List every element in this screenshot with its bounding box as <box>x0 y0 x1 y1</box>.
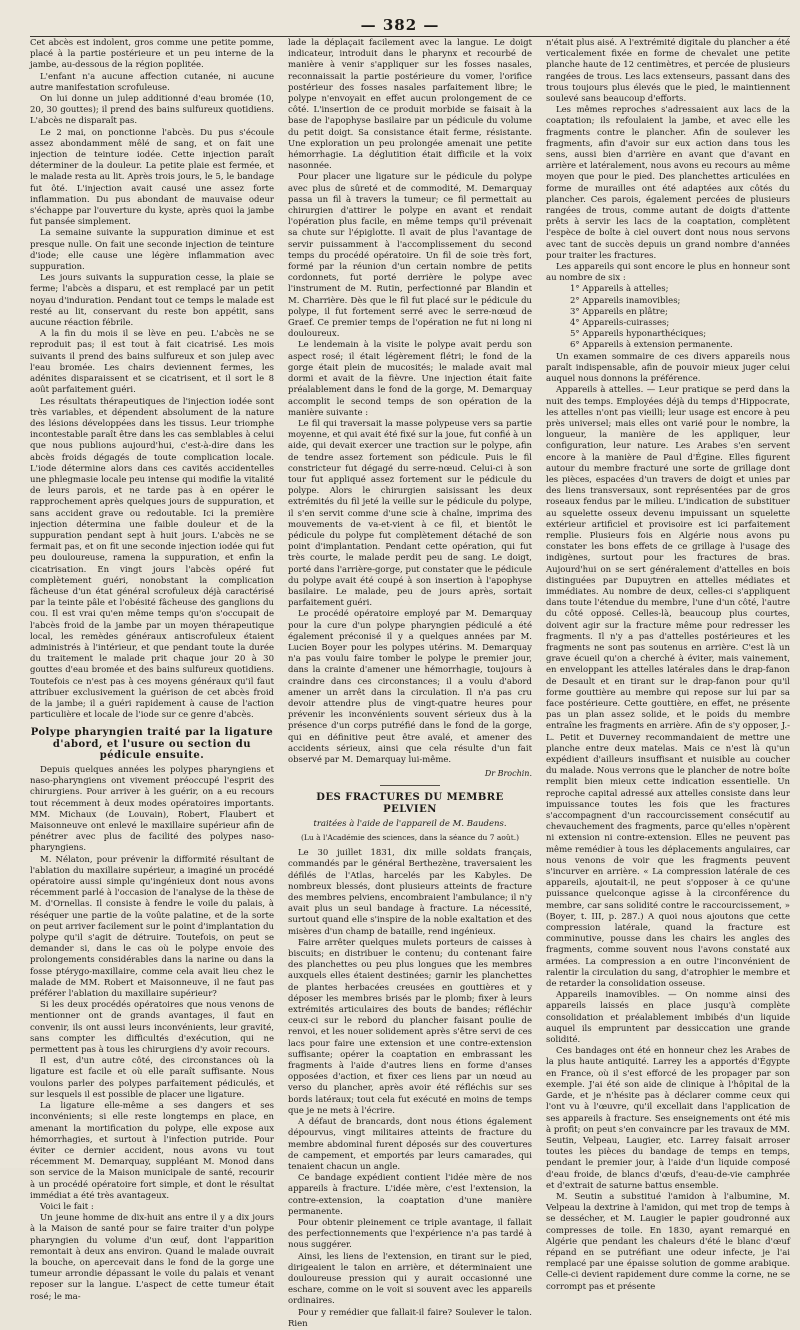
paragraph: Appareils à attelles. — Leur pratique se perd dans la nuit des temps. Employées déjà du temps d'Hippocrate, les attelles n'ont pas vieilli; leur usage est encore à peu près universel; mais elles ont varié pour le nombre, la longueur, la manière de les appliquer, leur configuration, leur nature. Les Arabes s'en servent encore à la manière de Paul d'Égine. Elles figurent autour du membre fracturé une sorte de grillage dont les pièces, espacées d'un travers de doigt et unies par des liens transversaux, sont représentées par de gros roseaux fendus par le milieu. L'indication de substituer au squelette osseux devenu impuissant un squelette extérieur artificiel et provisoire est ici parfaitement remplie. Plusieurs fois en Algérie nous avons pu constater les bons effets de ce grillage à l'usage des indigènes, surtout pour les fractures de bras. Aujourd'hui on se sert généralement d'attelles en bois distinguées par Dupuytren en attelles médiates et immédiates. Au nombre de deux, celles-ci s'appliquent dans toute l'étendue du membre, l'une d'un côté, l'autre du côté opposé. Celles-là, beaucoup plus courtes, doivent agir sur la fracture même pour redresser les fragments. Il n'y a pas d'attelles postérieures et les fragments ne sont pas soutenus en arrière. C'est là un grave écueil qu'on a cherché à éviter, mais vainement, en enveloppant les attelles latérales dans le drap-fanon de Desault et en tirant sur le drap-fanon pour qu'il forme gouttière au membre qui repose sur lui par sa face postérieure. Cette gouttière, en effet, ne présente pas un plan assez solide, et le poids du membre entraîne les fragments en arrière. Afin de s'y opposer, J.-L. Petit et Duverney recommandaient de mettre une planche entre deux matelas. Mais ce n'est là qu'un expédient d'ailleurs insuffisant et nuisible au coucher du malade. Nous verrons que le plancher de notre boîte remplit bien mieux cette indication essentielle. Un reproche capital adressé aux attelles consiste dans leur impuissance toutes les fois que les fractures s'accompagnent d'un raccourcissement consécutif au chevauchement des fragments, parce qu'elles n'opèrent ni extension ni contre-extension. Elles ne peuvent pas même remédier à tous les déplacements angulaires, car nous venons de voir que les fragments peuvent s'incurver en arrière. « La compression latérale de ces appareils, ajoutait-il, ne peut s'opposer à ce qu'une puissance quelconque agisse à la circonférence du membre, car sans solidité contre le raccourcissement, » (Boyer, t. III, p. 287.) A quoi nous ajoutons que cette compression latérale, quand la fracture est comminutive, pousse dans les chairs les angles des fragments, comme souvent nous l'avons constaté aux armées. La compression a en outre l'inconvénient de ralentir la circulation du sang, d'atrophier le membre et de retarder la consolidation osseuse. <box>546 385 790 990</box>
paragraph: lade la déplaçait facilement avec la langue. Le doigt indicateur, introduit dans le pharynx et recourbé de manière à venir s'appliquer sur les fosses nasales, reconnaissait la partie postérieure du vomer, l'orifice postérieur des fosses nasales parfaitement libre; le polype n'envoyait en effet aucun prolongement de ce côté. L'insertion de ce produit morbide se faisait à la base de l'apophyse basilaire par un pédicule du volume du petit doigt. Sa consistance était ferme, résistante. Une exploration un peu prolongée amenait une petite hémorrhagie. La déglutition était difficile et la voix nasonnée. <box>288 38 532 172</box>
paragraph: Cet abcès est indolent, gros comme une petite pomme, placé à la partie postérieure et un peu interne de la jambe, au-dessous de la région poplitée. <box>30 38 274 71</box>
section-title-fractures: DES FRACTURES DU MEMBRE PELVIEN <box>316 792 504 815</box>
paragraph: Les résultats thérapeutiques de l'injection iodée sont très variables, et dépendent absolument de la nature des lésions développées dans les tissus. Leur triomphe incontestable paraît être dans les cas semblables à celui que nous publions aujourd'hui, c'est-à-dire dans les abcès froids dégagés de toute complication locale. L'iode détermine alors dans ces cavités accidentelles une phlegmasie locale peu intense qui modifie la vitalité de leurs parois, et ne tarde pas à en opérer le rapprochement après quelques jours de suppuration, et sans accident grave ou redoutable. Ici la première injection détermina une faible douleur et de la suppuration pendant sept à huit jours. L'abcès ne se fermait pas, et on fit une seconde injection iodée qui fut peu douloureuse, ramena la suppuration, et enfin la cicatrisation. En vingt jours l'abcès opéré fut complètement guéri, nonobstant la complication fâcheuse d'un état général scrofuleux déjà caractérisé par la teinte pâle et l'obésité fâcheuse des ganglions du cou. Il est vrai qu'en même temps qu'on s'occupait de l'abcès froid de la jambe par un moyen thérapeutique local, les remèdes généraux antiscrofuleux étaient administrés à l'intérieur, et que pendant toute la durée du traitement le malade prit chaque jour 20 à 30 gouttes d'eau bromée et des bains sulfureux quotidiens. Toutefois ce n'est pas à ces moyens généraux qu'il faut attribuer exclusivement la guérison de cet abcès froid de la jambe; il a guéri rapidement à cause de l'action particulière et locale de l'iode sur ce genre d'abcès. <box>30 396 274 721</box>
author-signature: Dr Brochin. <box>484 769 532 779</box>
list-item: 4° Appareils-cuirasses; <box>570 318 670 329</box>
paragraph: Ainsi, les liens de l'extension, en tirant sur le pied, dirigeaient le talon en arrière, et déterminaient une douloureuse pression qui y aurait occasionné une eschare, comme on le voit si souvent avec les appareils ordinaires. <box>288 1251 532 1307</box>
section-divider <box>380 785 440 786</box>
paragraph: Ces bandages ont été en honneur chez les Arabes de la plus haute antiquité. Larrey les a apportés d'Égypte en France, où il s'est efforcé de les propager par son exemple. J'ai été son aide de clinique à l'hôpital de la Garde, et je n'hésite pas à déclarer comme ceux qui l'ont vu à l'œuvre, qu'il excellait dans l'application de ses appareils à fracture. Ses enseignements ont été mis à profit; on peut s'en convaincre par les travaux de MM. Seutin, Velpeau, Laugier, etc. Larrey faisait arroser toutes les pièces du bandage de temps en temps, pendant le premier jour, à l'aide d'un liquide composé d'eau froide, de blancs d'œufs, d'eau-de-vie camphrée et d'extrait de saturne battus ensemble. <box>546 1046 790 1191</box>
list-item: 6° Appareils à extension permanente. <box>570 340 733 351</box>
paragraph: Ce bandage expédient contient l'idée mère de nos appareils à fracture. L'idée mère, c'est l'extension, la contre-extension, la coaptation d'une manière permanente. <box>288 1173 532 1217</box>
paragraph: A la fin du mois il se lève en peu. L'abcès ne se reproduit pas; il est tout à fait cicatrisé. Les mois suivants il prend des bains sulfureux et son julep avec l'eau bromée. Les chairs deviennent fermes, les adénites disparaissent et se cicatrisent, et il sort le 8 août parfaitement guéri. <box>30 329 274 396</box>
paragraph: Appareils inamovibles. — On nomme ainsi des appareils laissés en place jusqu'à complète consolidation et préalablement imbibés d'un liquide auquel ils empruntent par dessiccation une grande solidité. <box>546 990 790 1046</box>
paragraph: Le 2 mai, on ponctionne l'abcès. Du pus s'écoule assez abondamment mêlé de sang, et on fait une injection de teinture iodée. Cette injection paraît déterminer de la douleur. La petite plaie est fermée, et le malade resta au lit. Après trois jours, le 5, le bandage fut ôté. L'injection avait causé une assez forte inflammation. Du pus abondant de mauvaise odeur s'échappe par l'ouverture du kyste, après quoi la jambe fut pansée simplement. <box>30 127 274 228</box>
paragraph: La ligature elle-même a ses dangers et ses inconvénients; si elle reste longtemps en place, en amenant la mortification du polype, elle expose aux hémorrhagies, et surtout à l'infection putride. Pour éviter ce dernier accident, nous avons vu tout récemment M. Demarquay, suppléant M. Monod dans son service de la Maison municipale de santé, recourir à un procédé opératoire fort simple, et dont le résultat immédiat a été très avantageux. <box>30 1101 274 1201</box>
paragraph: Les appareils qui sont encore le plus en honneur sont au nombre de six : <box>546 262 790 284</box>
header-rule <box>30 36 790 37</box>
section-title-polype: Polype pharyngien traité par la ligature d'abord, et l'usure ou section du pédicule ensuite. <box>30 727 274 761</box>
paragraph: Si les deux procédés opératoires que nous venons de mentionner ont de grands avantages, il faut en convenir, ils ont aussi leurs inconvénients, leur gravité, sans compter les difficultés d'exécution, qui ne permettent pas à tous les chirurgiens d'y avoir recours. <box>30 1000 274 1056</box>
page-number: — 382 — <box>360 16 440 34</box>
paragraph: Le lendemain à la visite le polype avait perdu son aspect rosé; il était légèrement flétri; le fond de la gorge était plein de mucosités; le malade avait mal dormi et avait de la fièvre. Une injection était faite préalablement dans le fond de la gorge, M. Demarquay accomplit le second temps de son opération de la manière suivante : <box>288 340 532 418</box>
paragraph: Pour placer une ligature sur le pédicule du polype avec plus de sûreté et de commodité, M. Demarquay passa un fil à travers la tumeur; ce fil permettait au chirurgien d'attirer le polype en avant et rendait l'opération plus facile, en même temps qu'il prévenait sa chute sur l'épiglotte. Il avait de plus l'avantage de servir puissamment à l'accomplissement du second temps du procédé opératoire. Un fil de soie très fort, formé par la réunion d'un certain nombre de petits cordonnets, fut porté derrière le polype avec l'instrument de M. Rutin, perfectionné par Blandin et M. Charrière. Dès que le fil fut placé sur le pédicule du polype, il fut fortement serré avec le serre-nœud de Graef. Ce premier temps de l'opération ne fut ni long ni douloureux. <box>288 172 532 340</box>
paragraph: Les mêmes reproches s'adressaient aux lacs de la coaptation; ils refoulaient la jambe, et avec elle les fragments contre le plancher. Afin de soulever les fragments, afin d'avoir sur eux action dans tous les sens, aussi bien d'arrière en avant que d'avant en arrière et latéralement, nous avons eu recours au même moyen que pour le pied. Des planchettes articulées en forme de murailles ont été adaptées aux côtés du plancher. Ces parois, également percées de plusieurs rangées de trous, comme autant de doigts d'attente prêts à servir les lacs de la coaptation, complètent l'espèce de boîte à ciel ouvert dont nous nous servons avec tant de succès depuis un grand nombre d'années pour traiter les fractures. <box>546 105 790 261</box>
list-item: 1° Appareils à attelles; <box>570 284 669 295</box>
paragraph: Voici le fait : <box>40 1201 94 1212</box>
section-subtitle: traitées à l'aide de l'appareil de M. Baudens. <box>313 818 507 829</box>
paragraph: Pour y remédier que fallait-il faire? Soulever le talon. Rien <box>288 1307 532 1329</box>
running-head <box>0 10 800 38</box>
paragraph: A défaut de brancards, dont nous étions également dépourvus, vingt militaires atteints de fracture du membre abdominal furent déposés sur des couvertures de campement, et emportés par leurs camarades, qui tenaient chacun un angle. <box>288 1117 532 1172</box>
text-columns <box>30 38 790 1329</box>
column-1 <box>30 38 274 1302</box>
column-3 <box>546 38 790 1292</box>
paragraph: Depuis quelques années les polypes pharyngiens et naso-pharyngiens ont vivement préoccupé l'esprit des chirurgiens. Pour arriver à les guérir, on a eu recours tout récemment à deux modes opératoires importants. MM. Michaux (de Louvain), Robert, Flaubert et Maisonneuve ont enlevé le maxillaire supérieur afin de pénétrer avec plus de facilité des polypes naso-pharyngiens. <box>30 765 274 854</box>
list-item: 3° Appareils en plâtre; <box>570 306 668 317</box>
section-source: (Lu à l'Académie des sciences, dans la séance du 7 août.) <box>300 833 520 843</box>
paragraph: Le 30 juillet 1831, dix mille soldats français, commandés par le général Berthezène, traversaient les défilés de l'Atlas, harcelés par les Kabyles. De nombreux blessés, dont plusieurs atteints de fracture des membres pelviens, encombraient l'ambulance; il n'y avait plus un seul bandage à fracture. La nécessité, surtout quand elle s'inspire de la noble exaltation et des misères d'un champ de bataille, rend ingénieux. <box>288 848 532 937</box>
paragraph: Le procédé opératoire employé par M. Demarquay pour la cure d'un polype pharyngien pédiculé a été également préconisé il y a quelques années par M. Lucien Boyer pour les polypes utérins. M. Demarquay n'a pas voulu faire tomber le polype le premier jour, dans la crainte d'amener une hémorrhagie, toujours à craindre dans ces circonstances; il a voulu d'abord amener un arrêt dans la circulation. Il n'a pas cru devoir attendre plus de vingt-quatre heures pour prévenir les inconvénients souvent sérieux dus à la présence d'un corps putréfié dans le fond de la gorge, qui en définitive peut être avalé, et amener des accidents sérieux, ainsi que cela résulte d'un fait observé par M. Demarquay lui-même. <box>288 609 532 765</box>
paragraph: Un examen sommaire de ces divers appareils nous paraît indispensable, afin de pouvoir mieux juger celui auquel nous donnons la préférence. <box>546 351 790 385</box>
paragraph: Le fil qui traversait la masse polypeuse vers sa partie moyenne, et qui avait été fixé sur la joue, fut confié à un aide, qui devait exercer une traction sur le polype, afin de tendre assez fortement son pédicule. Puis le fil constricteur fut dégagé du serre-nœud. Celui-ci à son tour fut appliqué assez fortement sur le pédicule du polype. Alors le chirurgien saisissant les deux extrémités du fil jeté la veille sur le pédicule du polype, il s'en servit comme d'une scie à chaîne, imprima des mouvements de va-et-vient à ce fil, et bientôt le pédicule du polype fut complètement détaché de son point d'implantation. Pendant cette opération, qui fut très courte, le malade perdit peu de sang. Le doigt, porté dans l'arrière-gorge, put constater que le pédicule du polype avait été coupé à son insertion à l'apophyse basilaire. Le malade, peu de jours après, sortait parfaitement guéri. <box>288 418 532 609</box>
paragraph: M. Nélaton, pour prévenir la difformité résultant de l'ablation du maxillaire supérieur, a imaginé un procédé opératoire aussi simple qu'ingénieux dont nous avons récemment parlé à l'occasion de l'analyse de la thèse de M. d'Ornellas. Il consiste à fendre le voile du palais, à réséquer une partie de la voûte palatine, et de la sorte on peut arriver facilement sur le point d'implantation du polype qu'il s'agit de détruire. Toutefois, on peut se demander si, dans le cas où le polype envoie des prolongements considérables dans la narine ou dans la fosse ptérygo-maxillaire, comme cela avait lieu chez le malade de MM. Robert et Maisonneuve, il ne faut pas préférer l'ablation du maxillaire supérieur? <box>30 854 274 1000</box>
paragraph: Pour obtenir pleinement ce triple avantage, il fallait des perfectionnements que l'expérience n'a pas tardé à nous suggérer. <box>288 1217 532 1251</box>
column-2 <box>288 38 532 1329</box>
paragraph: On lui donne un julep additionné d'eau bromée (10, 20, 30 gouttes); il prend des bains sulfureux quotidiens. L'abcès ne disparaît pas. <box>30 94 274 127</box>
list-item: 2° Appareils inamovibles; <box>570 295 681 306</box>
paragraph: Il est, d'un autre côté, des circonstances où la ligature est facile et où elle paraît suffisante. Nous voulons parler des polypes parfaitement pédiculés, et sur lesquels il est possible de placer une ligature. <box>30 1056 274 1100</box>
paragraph: M. Seutin a substitué l'amidon à l'albumine, M. Velpeau la dextrine à l'amidon, qui met trop de temps à se dessécher, et M. Laugier le papier goudronné aux compresses de toile. En 1830, ayant remarqué en Algérie que pendant les chaleurs d'été le blanc d'œuf répand en se putréfiant une odeur infecte, je l'ai remplacé par une épaisse solution de gomme arabique. Celle-ci devient rapidement dure comme la corne, ne se corrompt pas et présente <box>546 1191 790 1292</box>
list-item: 5° Appareils hyponarthéciques; <box>570 329 707 340</box>
paragraph: Les jours suivants la suppuration cesse, la plaie se ferme; l'abcès a disparu, et est remplacé par un petit noyau d'induration. Pendant tout ce temps le malade est resté au lit, conservant du reste bon appétit, sans aucune réaction fébrile. <box>30 273 274 329</box>
paragraph: n'était plus aisé. A l'extrémité digitale du plancher a été verticalement fixée en forme de chevalet une petite planche haute de 12 centimètres, et percée de plusieurs rangées de trous. Les lacs extenseurs, passant dans des trous toujours plus élevés que le pied, le maintiennent soulevé sans beaucoup d'efforts. <box>546 38 790 105</box>
paragraph: L'enfant n'a aucune affection cutanée, ni aucune autre manifestation scrofuleuse. <box>30 71 274 93</box>
paragraph: La semaine suivante la suppuration diminue et est presque nulle. On fait une seconde injection de teinture d'iode; elle cause une légère inflammation avec suppuration. <box>30 228 274 273</box>
paragraph: Un jeune homme de dix-huit ans entre il y a dix jours à la Maison de santé pour se faire traiter d'un polype pharyngien du volume d'un œuf, dont l'apparition remontait à deux ans environ. Quand le malade ouvrait la bouche, on apercevait dans le fond de la gorge une tumeur arrondie dépassant le voile du palais et venant reposer sur la langue. L'aspect de cette tumeur était rosé; le ma- <box>30 1213 274 1302</box>
paragraph: Faire arrêter quelques mulets porteurs de caisses à biscuits; en distribuer le contenu; du contenant faire des planchettes ou peu plus longues que les membres auxquels elles étaient destinées; garnir les planchettes de plantes herbacées creusées en gouttières et y déposer les membres brisés par le plomb; fixer à leurs extrémités articulaires des bouts de bandes; réfléchir ceux-ci sur le rebord du plancher faisant poulie de renvoi, et les nouer solidement après s'être servi de ces lacs pour faire une extension et une contre-extension suffisante; opérer la coaptation en embrassant les fragments à l'aide d'autres liens en forme d'anses opposées d'action, et fixer ces liens par un nœud au verso du plancher, après avoir été réfléchis sur ses bords latéraux; tout cela fut exécuté en moins de temps que je ne mets à l'écrire. <box>288 937 532 1116</box>
